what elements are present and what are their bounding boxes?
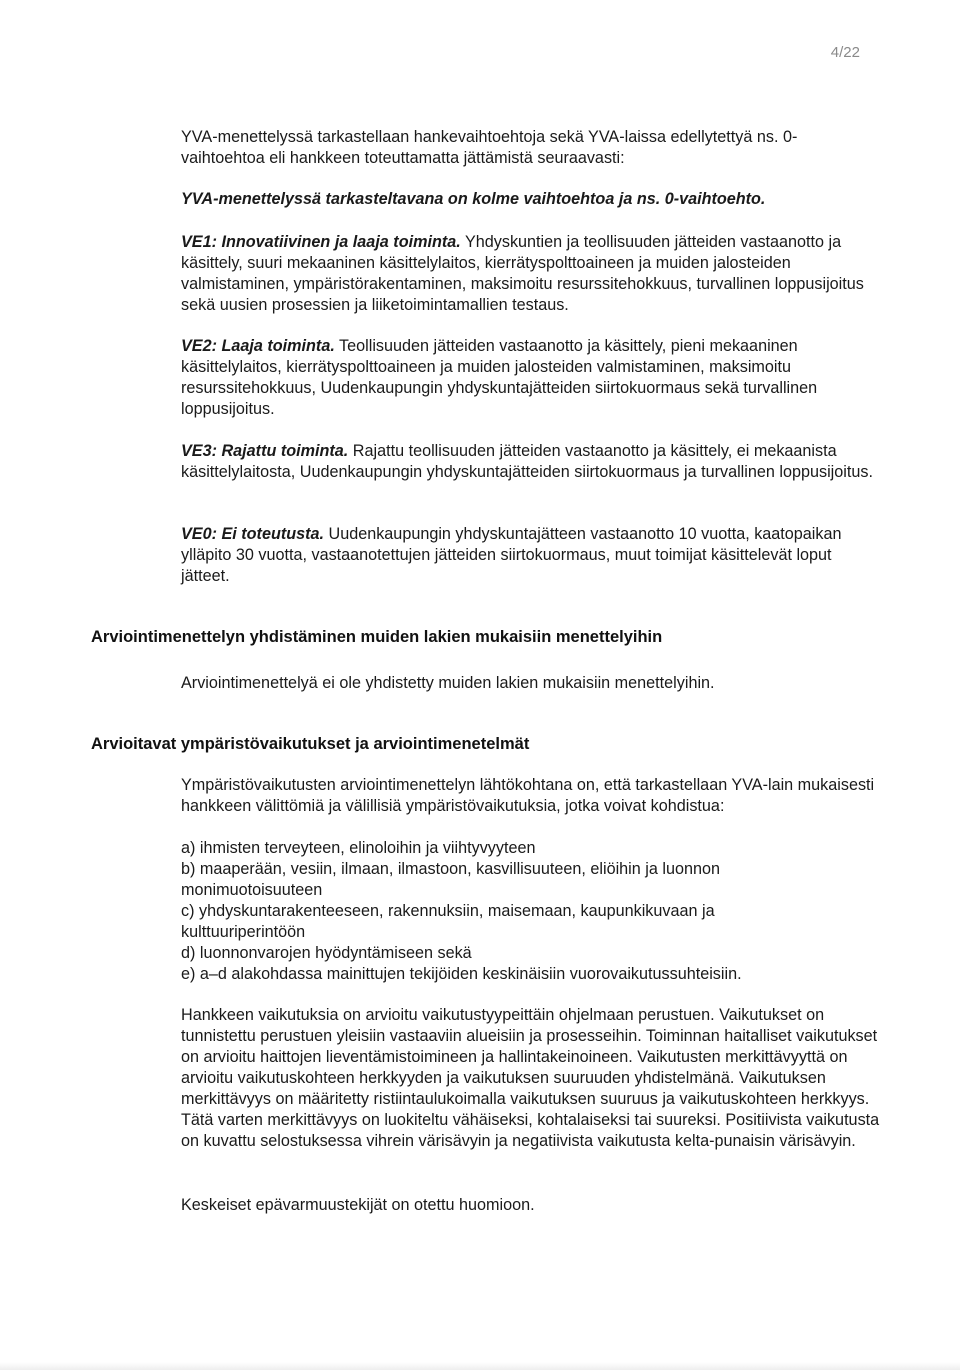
section-heading-combination: Arviointimenettelyn yhdistäminen muiden lakien mukaisiin menettelyihin — [91, 628, 663, 646]
list-item: a) ihmisten terveyteen, elinoloihin ja viihtyvyyteen — [181, 839, 536, 857]
alternative-text: Yhdyskuntien ja teollisuuden jätteiden vastaanotto ja käsittely, suuri mekaaninen käsittelylaitos, kierrätyspolttoaineen ja muiden jalosteiden valmistaminen, ympäristörakentaminen, maksimoitu resurssitehokkuus, turvallinen loppusijoitus sekä uusien prosessien ja liiketoimintamallien testaus. — [181, 233, 864, 314]
impacts-list — [181, 838, 801, 985]
list-item: e) a–d alakohdassa mainittujen tekijöiden keskinäisiin vuorovaikutussuhteisiin. — [181, 965, 742, 983]
alternative-title: VE2: Laaja toiminta. — [181, 337, 335, 355]
page-number: 4/22 — [830, 44, 860, 61]
impacts-closing-text: Keskeiset epävarmuustekijät on otettu huomioon. — [181, 1196, 535, 1214]
alternative-text: Rajattu teollisuuden jätteiden vastaanotto ja käsittely, ei mekaanista käsittelylaitosta, Uudenkaupungin yhdyskuntajätteiden siirtokuormaus ja turvallinen loppusijoitus. — [181, 442, 873, 481]
list-item: d) luonnonvarojen hyödyntämiseen sekä — [181, 944, 472, 962]
impacts-method-text: Hankkeen vaikutuksia on arvioitu vaikutustyypeittäin ohjelmaan perustuen. Vaikutukset on tunnistettu perustuen yleisiin vastaaviin alueisiin ja prosesseihin. Toiminnan haitalliset vaikutukset on arvioitu haittojen lieventämistoimineen ja hallintakeinoineen. Vaikutusten merkittävyyttä on arvioitu vaikutuskohteen herkkyyden ja vaikutuksen suuruuden yhdistelmänä. Vaikutuksen merkittävyys on määritetty ristiintaulukoimalla vaikutuksen suuruus ja vaikutuskohteen herkkyys. Tätä varten merkittävyys on luokiteltu vähäiseksi, kohtalaiseksi tai suureksi. Positiivista vaikutusta on kuvattu selostuksessa vihrein värisävyin ja negatiivista vaikutusta kelta-punaisin värisävyin. — [181, 1006, 880, 1150]
impacts-intro — [181, 775, 881, 817]
alternative-title: VE0: Ei toteutusta. — [181, 525, 325, 543]
alternative-ve3 — [181, 441, 881, 483]
alternative-text: Teollisuuden jätteiden vastaanotto ja käsittely, pieni mekaaninen käsittelylaitos, kierrätyspolttoaineen ja muiden jalosteiden valmistaminen, maksimoitu resurssitehokkuus, Uudenkaupungin yhdyskuntajätteiden siirtokuormaus sekä turvallinen loppusijoitus. — [181, 337, 818, 418]
alternative-ve1 — [181, 232, 881, 316]
intro-emphasis: YVA-menettelyssä tarkasteltavana on kolme vaihtoehtoa ja ns. 0-vaihtoehto. — [181, 190, 766, 208]
list-item: b) maaperään, vesiin, ilmaan, ilmastoon, kasvillisuuteen, eliöihin ja luonnon monimuotoisuuteen — [181, 860, 720, 899]
page-bottom-edge — [0, 1362, 960, 1370]
alternative-text: Uudenkaupungin yhdyskuntajätteen vastaanotto 10 vuotta, kaatopaikan ylläpito 30 vuotta, vastaanotettujen jätteiden siirtokuormaus, muut toimijat käsittelevät loput jätteet. — [181, 525, 842, 585]
alternative-title: VE3: Rajattu toiminta. — [181, 442, 349, 460]
list-item: c) yhdyskuntarakenteeseen, rakennuksiin, maisemaan, kaupunkikuvaan ja kulttuuriperintöön — [181, 902, 715, 941]
impacts-intro-text: Ympäristövaikutusten arviointimenettelyn lähtökohtana on, että tarkastellaan YVA-lain mukaisesti hankkeen välittömiä ja välillisiä ympäristövaikutuksia, jotka voivat kohdistua: — [181, 776, 875, 815]
alternative-ve2 — [181, 336, 881, 420]
intro-text: YVA-menettelyssä tarkastellaan hankevaihtoehtoja sekä YVA-laissa edellytettyä ns. 0-vaihtoehtoa eli hankkeen toteuttamatta jättämistä seuraavasti: — [181, 128, 798, 167]
alternative-ve0 — [181, 524, 881, 587]
section-text: Arviointimenettelyä ei ole yhdistetty muiden lakien mukaisiin menettelyihin. — [181, 674, 715, 692]
intro-emphasis-block — [181, 189, 881, 210]
intro-paragraph — [181, 127, 881, 169]
alternative-title: VE1: Innovatiivinen ja laaja toiminta. — [181, 233, 461, 251]
section-heading-impacts: Arvioitavat ympäristövaikutukset ja arviointimenetelmät — [91, 735, 530, 753]
impacts-method-paragraph — [181, 1005, 881, 1152]
impacts-closing — [181, 1195, 881, 1216]
section-combination-text — [181, 673, 881, 694]
